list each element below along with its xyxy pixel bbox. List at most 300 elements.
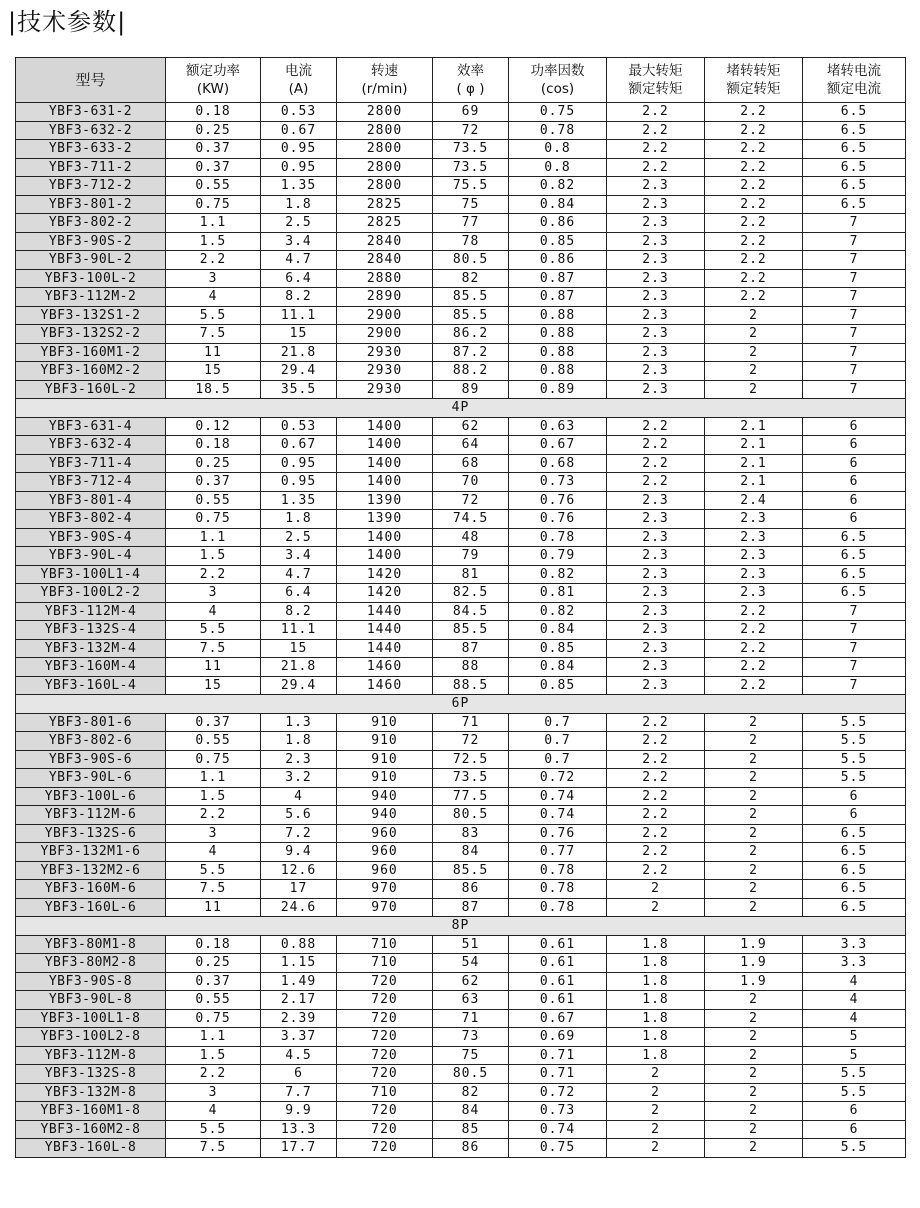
value-cell: 6.5 — [803, 140, 906, 159]
value-cell: 3.37 — [261, 1028, 337, 1047]
value-cell: 2.3 — [607, 362, 705, 381]
value-cell: 0.76 — [509, 510, 607, 529]
value-cell: 6.5 — [803, 824, 906, 843]
value-cell: 73.5 — [433, 140, 509, 159]
value-cell: 71 — [433, 1009, 509, 1028]
value-cell: 15 — [261, 639, 337, 658]
value-cell: 6.5 — [803, 584, 906, 603]
value-cell: 7 — [803, 269, 906, 288]
value-cell: 6 — [803, 1120, 906, 1139]
value-cell: 4 — [166, 602, 261, 621]
header-label: 额定功率 — [186, 63, 240, 79]
value-cell: 2.2 — [705, 121, 803, 140]
value-cell: 2.3 — [705, 584, 803, 603]
value-cell: 0.71 — [509, 1046, 607, 1065]
model-cell: YBF3-90S-8 — [16, 972, 166, 991]
value-cell: 0.75 — [509, 1139, 607, 1158]
value-cell: 1.8 — [607, 1009, 705, 1028]
model-cell: YBF3-112M-8 — [16, 1046, 166, 1065]
value-cell: 0.85 — [509, 676, 607, 695]
value-cell: 0.63 — [509, 417, 607, 436]
value-cell: 6 — [803, 417, 906, 436]
value-cell: 6.5 — [803, 528, 906, 547]
model-cell: YBF3-132M2-6 — [16, 861, 166, 880]
model-cell: YBF3-112M-4 — [16, 602, 166, 621]
table-row — [16, 436, 906, 455]
value-cell: 2.2 — [607, 436, 705, 455]
value-cell: 2 — [607, 1120, 705, 1139]
value-cell: 63 — [433, 991, 509, 1010]
table-row — [16, 121, 906, 140]
value-cell: 2 — [705, 750, 803, 769]
table-row — [16, 954, 906, 973]
value-cell: 0.73 — [509, 1102, 607, 1121]
value-cell: 6.5 — [803, 898, 906, 917]
value-cell: 0.67 — [509, 436, 607, 455]
value-cell: 1.8 — [261, 510, 337, 529]
value-cell: 1.1 — [166, 528, 261, 547]
value-cell: 7 — [803, 676, 906, 695]
value-cell: 72 — [433, 491, 509, 510]
table-row — [16, 880, 906, 899]
value-cell: 1.8 — [607, 991, 705, 1010]
value-cell: 7 — [803, 251, 906, 270]
value-cell: 2.2 — [607, 732, 705, 751]
value-cell: 2.3 — [607, 343, 705, 362]
value-cell: 2 — [705, 787, 803, 806]
value-cell: 7.5 — [166, 325, 261, 344]
model-cell: YBF3-802-2 — [16, 214, 166, 233]
value-cell: 2 — [705, 343, 803, 362]
value-cell: 910 — [337, 713, 433, 732]
value-cell: 0.75 — [166, 510, 261, 529]
value-cell: 0.79 — [509, 547, 607, 566]
value-cell: 2.3 — [607, 325, 705, 344]
value-cell: 0.75 — [166, 1009, 261, 1028]
value-cell: 2800 — [337, 158, 433, 177]
table-row — [16, 269, 906, 288]
value-cell: 85.5 — [433, 306, 509, 325]
value-cell: 2.3 — [607, 602, 705, 621]
table-row — [16, 787, 906, 806]
value-cell: 12.6 — [261, 861, 337, 880]
value-cell: 84 — [433, 843, 509, 862]
value-cell: 2.2 — [705, 639, 803, 658]
model-cell: YBF3-160L-2 — [16, 380, 166, 399]
value-cell: 2.2 — [166, 806, 261, 825]
value-cell: 0.74 — [509, 1120, 607, 1139]
value-cell: 0.61 — [509, 954, 607, 973]
value-cell: 2.2 — [607, 787, 705, 806]
model-cell: YBF3-802-6 — [16, 732, 166, 751]
table-row — [16, 362, 906, 381]
table-row — [16, 251, 906, 270]
value-cell: 2 — [705, 1028, 803, 1047]
value-cell: 5.5 — [803, 750, 906, 769]
table-row — [16, 103, 906, 122]
value-cell: 2.2 — [607, 824, 705, 843]
value-cell: 2 — [705, 1139, 803, 1158]
header-unit: (r/min) — [361, 81, 408, 97]
value-cell: 75.5 — [433, 177, 509, 196]
value-cell: 72.5 — [433, 750, 509, 769]
value-cell: 62 — [433, 417, 509, 436]
value-cell: 0.95 — [261, 454, 337, 473]
value-cell: 4.7 — [261, 251, 337, 270]
value-cell: 6 — [803, 806, 906, 825]
value-cell: 74.5 — [433, 510, 509, 529]
value-cell: 0.88 — [261, 935, 337, 954]
value-cell: 2930 — [337, 343, 433, 362]
table-row — [16, 528, 906, 547]
table-row — [16, 732, 906, 751]
value-cell: 2 — [705, 861, 803, 880]
model-cell: YBF3-80M1-8 — [16, 935, 166, 954]
value-cell: 6.5 — [803, 565, 906, 584]
header-cell-power-factor — [509, 58, 607, 103]
model-cell: YBF3-633-2 — [16, 140, 166, 159]
value-cell: 2 — [705, 1083, 803, 1102]
value-cell: 710 — [337, 954, 433, 973]
value-cell: 2930 — [337, 362, 433, 381]
model-cell: YBF3-801-6 — [16, 713, 166, 732]
value-cell: 2.2 — [705, 621, 803, 640]
value-cell: 4 — [166, 288, 261, 307]
model-cell: YBF3-132M1-6 — [16, 843, 166, 862]
value-cell: 13.3 — [261, 1120, 337, 1139]
value-cell: 82 — [433, 1083, 509, 1102]
value-cell: 2 — [705, 898, 803, 917]
value-cell: 4.7 — [261, 565, 337, 584]
value-cell: 1.1 — [166, 769, 261, 788]
value-cell: 970 — [337, 880, 433, 899]
value-cell: 3 — [166, 269, 261, 288]
value-cell: 15 — [261, 325, 337, 344]
value-cell: 0.55 — [166, 732, 261, 751]
value-cell: 82 — [433, 269, 509, 288]
model-cell: YBF3-160L-8 — [16, 1139, 166, 1158]
value-cell: 71 — [433, 713, 509, 732]
value-cell: 6.5 — [803, 158, 906, 177]
value-cell: 2 — [705, 362, 803, 381]
value-cell: 0.86 — [509, 214, 607, 233]
value-cell: 1.1 — [166, 1028, 261, 1047]
value-cell: 77 — [433, 214, 509, 233]
spec-table — [15, 57, 906, 1158]
table-row — [16, 602, 906, 621]
value-cell: 72 — [433, 121, 509, 140]
value-cell: 1.5 — [166, 547, 261, 566]
table-row — [16, 491, 906, 510]
value-cell: 2 — [607, 1102, 705, 1121]
value-cell: 1.9 — [705, 954, 803, 973]
value-cell: 68 — [433, 454, 509, 473]
value-cell: 35.5 — [261, 380, 337, 399]
header-unit: 额定转矩 — [726, 81, 781, 97]
value-cell: 2.3 — [705, 528, 803, 547]
value-cell: 1.35 — [261, 491, 337, 510]
value-cell: 720 — [337, 1139, 433, 1158]
value-cell: 1440 — [337, 602, 433, 621]
value-cell: 0.89 — [509, 380, 607, 399]
value-cell: 960 — [337, 843, 433, 862]
header-label: 堵转转矩 — [726, 63, 781, 79]
value-cell: 6.5 — [803, 177, 906, 196]
value-cell: 6.5 — [803, 103, 906, 122]
value-cell: 88 — [433, 658, 509, 677]
value-cell: 7 — [803, 362, 906, 381]
value-cell: 940 — [337, 806, 433, 825]
value-cell: 2.3 — [607, 380, 705, 399]
table-row — [16, 288, 906, 307]
model-cell: YBF3-90S-6 — [16, 750, 166, 769]
value-cell: 2.2 — [607, 473, 705, 492]
value-cell: 2.3 — [607, 510, 705, 529]
value-cell: 2.3 — [705, 547, 803, 566]
table-row — [16, 584, 906, 603]
table-row — [16, 898, 906, 917]
table-row — [16, 565, 906, 584]
value-cell: 0.85 — [509, 232, 607, 251]
value-cell: 5.5 — [803, 713, 906, 732]
value-cell: 2.3 — [607, 676, 705, 695]
value-cell: 1.9 — [705, 935, 803, 954]
value-cell: 1.35 — [261, 177, 337, 196]
value-cell: 77.5 — [433, 787, 509, 806]
table-row — [16, 158, 906, 177]
value-cell: 0.77 — [509, 843, 607, 862]
value-cell: 0.18 — [166, 935, 261, 954]
value-cell: 87.2 — [433, 343, 509, 362]
value-cell: 2840 — [337, 232, 433, 251]
value-cell: 1.3 — [261, 713, 337, 732]
value-cell: 72 — [433, 732, 509, 751]
value-cell: 2.3 — [607, 251, 705, 270]
value-cell: 2 — [705, 769, 803, 788]
value-cell: 7 — [803, 343, 906, 362]
value-cell: 4.5 — [261, 1046, 337, 1065]
value-cell: 78 — [433, 232, 509, 251]
model-cell: YBF3-160M2-2 — [16, 362, 166, 381]
value-cell: 2.3 — [607, 177, 705, 196]
value-cell: 2.2 — [705, 602, 803, 621]
value-cell: 81 — [433, 565, 509, 584]
value-cell: 0.53 — [261, 103, 337, 122]
model-cell: YBF3-160M1-2 — [16, 343, 166, 362]
table-row — [16, 417, 906, 436]
value-cell: 1.8 — [607, 972, 705, 991]
value-cell: 6 — [803, 454, 906, 473]
value-cell: 2.2 — [607, 713, 705, 732]
model-cell: YBF3-132S2-2 — [16, 325, 166, 344]
value-cell: 11.1 — [261, 306, 337, 325]
value-cell: 0.75 — [166, 195, 261, 214]
value-cell: 0.84 — [509, 621, 607, 640]
value-cell: 2.2 — [607, 417, 705, 436]
value-cell: 11.1 — [261, 621, 337, 640]
page-title — [8, 4, 126, 40]
value-cell: 11 — [166, 898, 261, 917]
model-cell: YBF3-132M-4 — [16, 639, 166, 658]
value-cell: 2 — [607, 1065, 705, 1084]
table-row — [16, 140, 906, 159]
value-cell: 3.2 — [261, 769, 337, 788]
value-cell: 2900 — [337, 306, 433, 325]
value-cell: 0.67 — [261, 436, 337, 455]
value-cell: 2 — [705, 732, 803, 751]
value-cell: 720 — [337, 1102, 433, 1121]
value-cell: 7 — [803, 232, 906, 251]
value-cell: 2 — [705, 306, 803, 325]
value-cell: 2.2 — [705, 232, 803, 251]
value-cell: 0.88 — [509, 325, 607, 344]
model-cell: YBF3-160L-6 — [16, 898, 166, 917]
model-cell: YBF3-712-4 — [16, 473, 166, 492]
value-cell: 4 — [166, 843, 261, 862]
value-cell: 2.3 — [607, 547, 705, 566]
model-cell: YBF3-100L1-4 — [16, 565, 166, 584]
value-cell: 0.37 — [166, 473, 261, 492]
header-row — [16, 58, 906, 103]
table-row — [16, 1139, 906, 1158]
header-unit: (KW) — [196, 81, 230, 97]
value-cell: 0.87 — [509, 288, 607, 307]
table-row — [16, 639, 906, 658]
value-cell: 2825 — [337, 214, 433, 233]
value-cell: 910 — [337, 769, 433, 788]
value-cell: 910 — [337, 750, 433, 769]
value-cell: 1390 — [337, 510, 433, 529]
value-cell: 0.88 — [509, 306, 607, 325]
value-cell: 2930 — [337, 380, 433, 399]
model-cell: YBF3-711-2 — [16, 158, 166, 177]
model-cell: YBF3-631-2 — [16, 103, 166, 122]
model-cell: YBF3-90S-2 — [16, 232, 166, 251]
header-unit: (cos) — [540, 81, 575, 97]
model-cell: YBF3-160M2-8 — [16, 1120, 166, 1139]
title-bar-right: | — [117, 8, 127, 36]
value-cell: 70 — [433, 473, 509, 492]
table-row — [16, 177, 906, 196]
model-cell: YBF3-132S-4 — [16, 621, 166, 640]
header-unit: 额定电流 — [827, 81, 881, 97]
value-cell: 9.4 — [261, 843, 337, 862]
value-cell: 2825 — [337, 195, 433, 214]
section-header-row — [16, 917, 906, 936]
header-unit: ( φ ) — [456, 81, 485, 97]
value-cell: 710 — [337, 1083, 433, 1102]
value-cell: 1400 — [337, 473, 433, 492]
value-cell: 62 — [433, 972, 509, 991]
value-cell: 2.1 — [705, 473, 803, 492]
value-cell: 0.78 — [509, 861, 607, 880]
value-cell: 2.1 — [705, 454, 803, 473]
value-cell: 0.76 — [509, 824, 607, 843]
value-cell: 2 — [705, 824, 803, 843]
value-cell: 960 — [337, 861, 433, 880]
model-cell: YBF3-632-2 — [16, 121, 166, 140]
value-cell: 2.2 — [705, 140, 803, 159]
value-cell: 9.9 — [261, 1102, 337, 1121]
value-cell: 1.15 — [261, 954, 337, 973]
value-cell: 1.8 — [261, 195, 337, 214]
value-cell: 5 — [803, 1028, 906, 1047]
value-cell: 7 — [803, 621, 906, 640]
value-cell: 2.2 — [607, 140, 705, 159]
value-cell: 1440 — [337, 639, 433, 658]
value-cell: 86.2 — [433, 325, 509, 344]
value-cell: 2800 — [337, 121, 433, 140]
model-cell: YBF3-100L1-8 — [16, 1009, 166, 1028]
model-cell: YBF3-631-4 — [16, 417, 166, 436]
table-row — [16, 713, 906, 732]
value-cell: 6 — [261, 1065, 337, 1084]
value-cell: 1390 — [337, 491, 433, 510]
value-cell: 29.4 — [261, 676, 337, 695]
value-cell: 0.95 — [261, 140, 337, 159]
value-cell: 85.5 — [433, 861, 509, 880]
header-unit: 额定转矩 — [628, 81, 683, 97]
header-cell-locked-current — [803, 58, 906, 103]
value-cell: 83 — [433, 824, 509, 843]
value-cell: 4 — [803, 991, 906, 1010]
value-cell: 5.5 — [166, 306, 261, 325]
value-cell: 1.8 — [261, 732, 337, 751]
value-cell: 2.3 — [261, 750, 337, 769]
value-cell: 1.8 — [607, 954, 705, 973]
header-label: 最大转矩 — [628, 63, 683, 79]
value-cell: 7 — [803, 325, 906, 344]
value-cell: 1.49 — [261, 972, 337, 991]
value-cell: 0.55 — [166, 491, 261, 510]
value-cell: 0.61 — [509, 935, 607, 954]
value-cell: 2.2 — [705, 195, 803, 214]
value-cell: 7 — [803, 658, 906, 677]
value-cell: 2 — [607, 1083, 705, 1102]
table-row — [16, 214, 906, 233]
value-cell: 0.86 — [509, 251, 607, 270]
model-cell: YBF3-160L-4 — [16, 676, 166, 695]
value-cell: 0.37 — [166, 713, 261, 732]
value-cell: 0.7 — [509, 750, 607, 769]
value-cell: 0.73 — [509, 473, 607, 492]
table-row — [16, 991, 906, 1010]
value-cell: 2.2 — [705, 676, 803, 695]
value-cell: 0.18 — [166, 103, 261, 122]
value-cell: 0.55 — [166, 177, 261, 196]
value-cell: 5.5 — [166, 621, 261, 640]
value-cell: 2.5 — [261, 528, 337, 547]
model-cell: YBF3-80M2-8 — [16, 954, 166, 973]
value-cell: 2.3 — [607, 288, 705, 307]
model-cell: YBF3-90L-4 — [16, 547, 166, 566]
value-cell: 85 — [433, 1120, 509, 1139]
value-cell: 2880 — [337, 269, 433, 288]
value-cell: 5.5 — [803, 1065, 906, 1084]
value-cell: 84 — [433, 1102, 509, 1121]
value-cell: 0.82 — [509, 602, 607, 621]
value-cell: 2.2 — [705, 251, 803, 270]
value-cell: 2.2 — [607, 121, 705, 140]
value-cell: 2.2 — [607, 158, 705, 177]
table-row — [16, 824, 906, 843]
table-row — [16, 510, 906, 529]
table-row — [16, 232, 906, 251]
value-cell: 2 — [705, 1046, 803, 1065]
model-cell: YBF3-801-2 — [16, 195, 166, 214]
value-cell: 85.5 — [433, 288, 509, 307]
value-cell: 2.2 — [705, 269, 803, 288]
